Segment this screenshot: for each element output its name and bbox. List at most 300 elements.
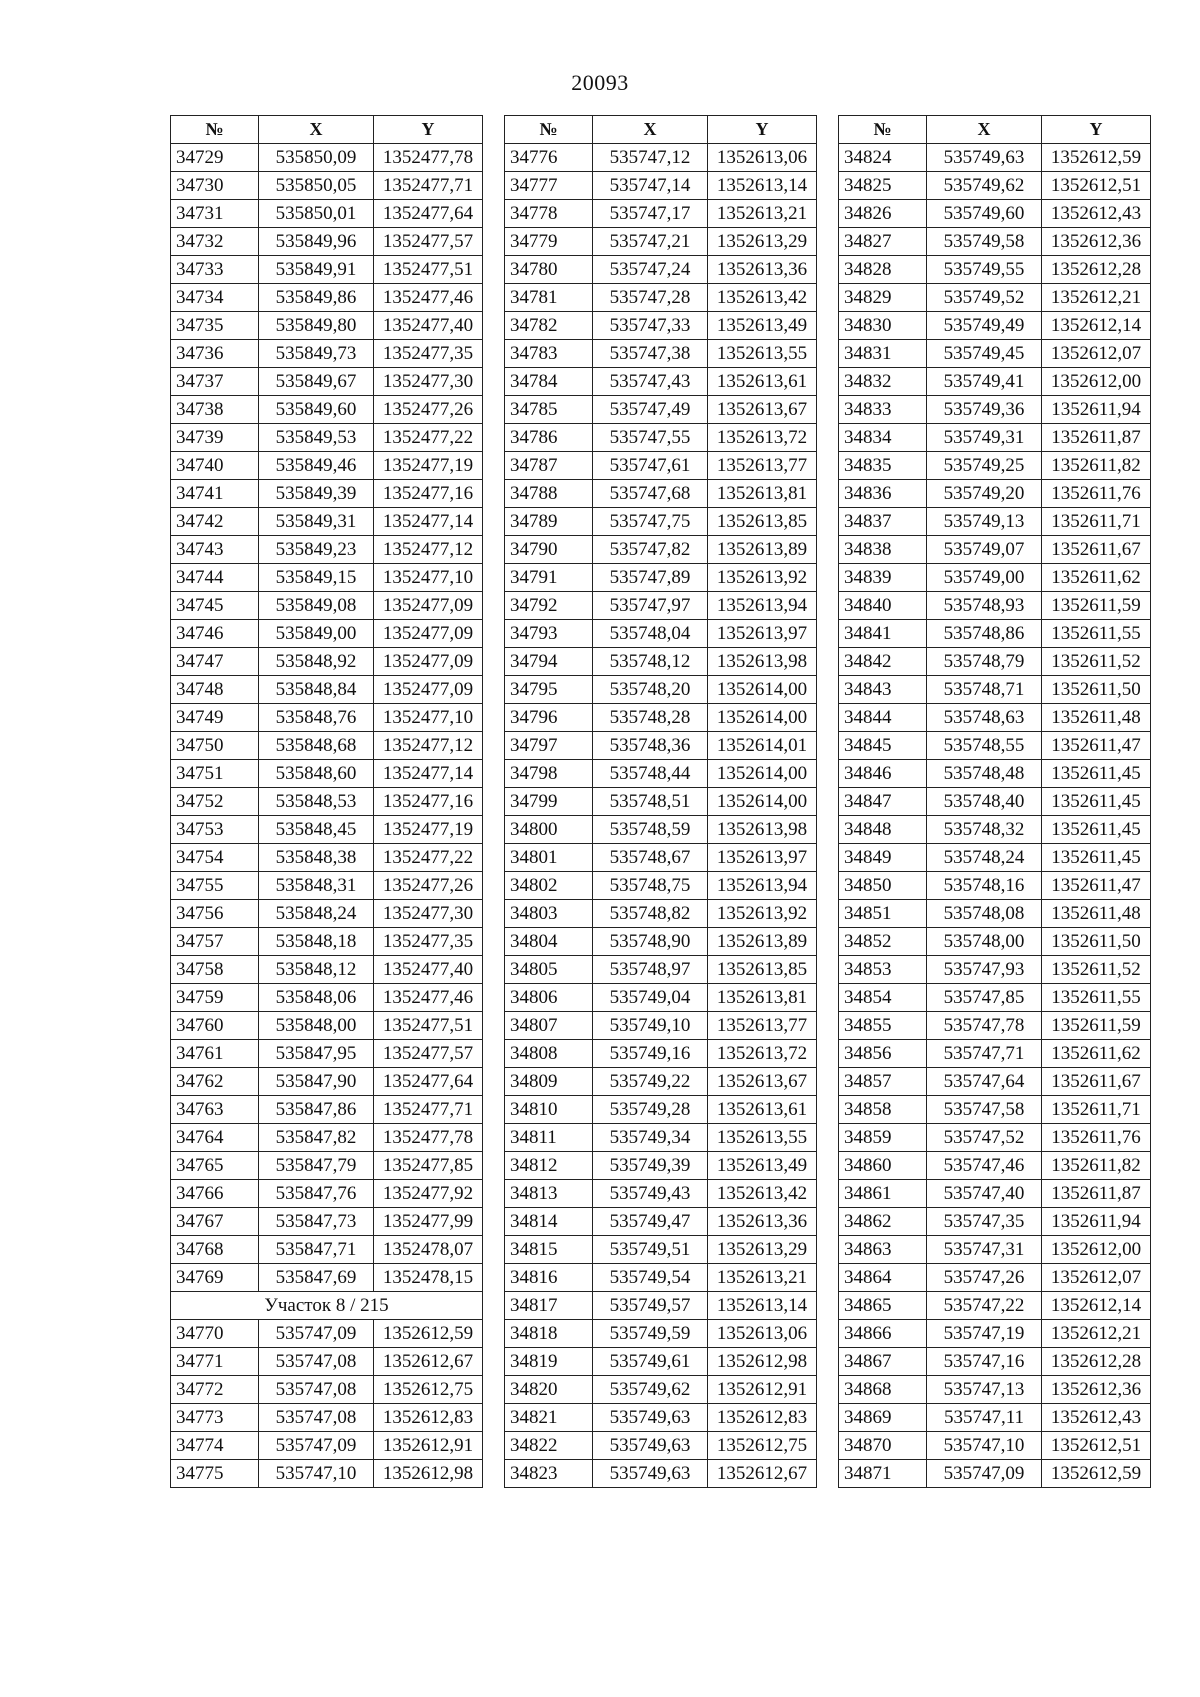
- y-coordinate: 1352613,49: [708, 1152, 817, 1180]
- table-row: [505, 1236, 817, 1264]
- table-row: [171, 648, 483, 676]
- y-coordinate: 1352477,09: [374, 648, 483, 676]
- x-coordinate: 535749,58: [927, 228, 1042, 256]
- table-row: [505, 284, 817, 312]
- y-coordinate: 1352613,29: [708, 228, 817, 256]
- y-coordinate: 1352611,59: [1042, 592, 1151, 620]
- x-coordinate: 535747,55: [593, 424, 708, 452]
- table-row: [171, 676, 483, 704]
- point-number: 34789: [505, 508, 593, 536]
- y-coordinate: 1352611,62: [1042, 1040, 1151, 1068]
- table-row: [839, 1376, 1151, 1404]
- table-row: [839, 620, 1151, 648]
- x-coordinate: 535849,31: [259, 508, 374, 536]
- point-number: 34771: [171, 1348, 259, 1376]
- point-number: 34808: [505, 1040, 593, 1068]
- point-number: 34794: [505, 648, 593, 676]
- y-coordinate: 1352612,83: [708, 1404, 817, 1432]
- y-coordinate: 1352611,48: [1042, 900, 1151, 928]
- x-coordinate: 535849,15: [259, 564, 374, 592]
- table-row: [839, 1152, 1151, 1180]
- table-row: [839, 1264, 1151, 1292]
- x-coordinate: 535849,46: [259, 452, 374, 480]
- y-coordinate: 1352477,64: [374, 1068, 483, 1096]
- point-number: 34733: [171, 256, 259, 284]
- column-header-x: X: [927, 116, 1042, 144]
- point-number: 34780: [505, 256, 593, 284]
- y-coordinate: 1352477,14: [374, 508, 483, 536]
- point-number: 34746: [171, 620, 259, 648]
- table-row: [171, 1404, 483, 1432]
- point-number: 34817: [505, 1292, 593, 1320]
- table-row: [171, 1152, 483, 1180]
- table-row: [505, 256, 817, 284]
- x-coordinate: 535749,00: [927, 564, 1042, 592]
- x-coordinate: 535748,55: [927, 732, 1042, 760]
- point-number: 34797: [505, 732, 593, 760]
- table-row: [505, 1404, 817, 1432]
- table-row: [171, 900, 483, 928]
- y-coordinate: 1352614,00: [708, 704, 817, 732]
- point-number: 34784: [505, 368, 593, 396]
- x-coordinate: 535748,36: [593, 732, 708, 760]
- y-coordinate: 1352612,59: [1042, 1460, 1151, 1488]
- point-number: 34823: [505, 1460, 593, 1488]
- x-coordinate: 535747,40: [927, 1180, 1042, 1208]
- point-number: 34750: [171, 732, 259, 760]
- y-coordinate: 1352613,97: [708, 620, 817, 648]
- table-row: [505, 564, 817, 592]
- y-coordinate: 1352612,67: [374, 1348, 483, 1376]
- point-number: 34762: [171, 1068, 259, 1096]
- y-coordinate: 1352477,46: [374, 984, 483, 1012]
- point-number: 34798: [505, 760, 593, 788]
- y-coordinate: 1352612,36: [1042, 228, 1151, 256]
- y-coordinate: 1352611,62: [1042, 564, 1151, 592]
- x-coordinate: 535749,59: [593, 1320, 708, 1348]
- table-row: [171, 256, 483, 284]
- point-number: 34869: [839, 1404, 927, 1432]
- table-row: [839, 172, 1151, 200]
- point-number: 34791: [505, 564, 593, 592]
- table-row: [839, 900, 1151, 928]
- table-row: [839, 788, 1151, 816]
- point-number: 34756: [171, 900, 259, 928]
- x-coordinate: 535747,08: [259, 1404, 374, 1432]
- point-number: 34768: [171, 1236, 259, 1264]
- x-coordinate: 535747,13: [927, 1376, 1042, 1404]
- y-coordinate: 1352613,92: [708, 900, 817, 928]
- point-number: 34731: [171, 200, 259, 228]
- y-coordinate: 1352613,94: [708, 872, 817, 900]
- table-row: [505, 1208, 817, 1236]
- coordinate-table: [504, 115, 817, 1488]
- y-coordinate: 1352613,77: [708, 452, 817, 480]
- point-number: 34831: [839, 340, 927, 368]
- table-row: [505, 340, 817, 368]
- table-row: [171, 1432, 483, 1460]
- table-row: [505, 648, 817, 676]
- point-number: 34812: [505, 1152, 593, 1180]
- y-coordinate: 1352477,16: [374, 480, 483, 508]
- table-row: [839, 648, 1151, 676]
- point-number: 34833: [839, 396, 927, 424]
- point-number: 34769: [171, 1264, 259, 1292]
- point-number: 34778: [505, 200, 593, 228]
- table-row: [505, 1068, 817, 1096]
- y-coordinate: 1352477,92: [374, 1180, 483, 1208]
- x-coordinate: 535749,25: [927, 452, 1042, 480]
- x-coordinate: 535747,64: [927, 1068, 1042, 1096]
- x-coordinate: 535848,12: [259, 956, 374, 984]
- table-row: [171, 1040, 483, 1068]
- point-number: 34813: [505, 1180, 593, 1208]
- point-number: 34851: [839, 900, 927, 928]
- y-coordinate: 1352613,61: [708, 368, 817, 396]
- y-coordinate: 1352611,76: [1042, 480, 1151, 508]
- x-coordinate: 535749,16: [593, 1040, 708, 1068]
- table-row: [839, 1096, 1151, 1124]
- x-coordinate: 535747,09: [259, 1432, 374, 1460]
- x-coordinate: 535748,40: [927, 788, 1042, 816]
- point-number: 34819: [505, 1348, 593, 1376]
- point-number: 34764: [171, 1124, 259, 1152]
- point-number: 34732: [171, 228, 259, 256]
- table-row: [505, 228, 817, 256]
- table-row: [839, 984, 1151, 1012]
- y-coordinate: 1352613,36: [708, 1208, 817, 1236]
- y-coordinate: 1352477,99: [374, 1208, 483, 1236]
- point-number: 34800: [505, 816, 593, 844]
- point-number: 34842: [839, 648, 927, 676]
- y-coordinate: 1352612,28: [1042, 1348, 1151, 1376]
- point-number: 34827: [839, 228, 927, 256]
- point-number: 34754: [171, 844, 259, 872]
- x-coordinate: 535849,08: [259, 592, 374, 620]
- point-number: 34738: [171, 396, 259, 424]
- table-row: [839, 564, 1151, 592]
- point-number: 34759: [171, 984, 259, 1012]
- x-coordinate: 535748,24: [927, 844, 1042, 872]
- x-coordinate: 535749,63: [593, 1460, 708, 1488]
- x-coordinate: 535749,57: [593, 1292, 708, 1320]
- y-coordinate: 1352611,82: [1042, 1152, 1151, 1180]
- x-coordinate: 535749,55: [927, 256, 1042, 284]
- x-coordinate: 535749,07: [927, 536, 1042, 564]
- y-coordinate: 1352477,57: [374, 1040, 483, 1068]
- table-row: [839, 424, 1151, 452]
- point-number: 34807: [505, 1012, 593, 1040]
- point-number: 34818: [505, 1320, 593, 1348]
- table-row: [505, 732, 817, 760]
- table-row: [505, 1432, 817, 1460]
- x-coordinate: 535747,10: [259, 1460, 374, 1488]
- point-number: 34830: [839, 312, 927, 340]
- point-number: 34785: [505, 396, 593, 424]
- y-coordinate: 1352612,51: [1042, 172, 1151, 200]
- x-coordinate: 535748,08: [927, 900, 1042, 928]
- x-coordinate: 535847,90: [259, 1068, 374, 1096]
- point-number: 34826: [839, 200, 927, 228]
- y-coordinate: 1352477,10: [374, 564, 483, 592]
- x-coordinate: 535747,17: [593, 200, 708, 228]
- point-number: 34866: [839, 1320, 927, 1348]
- y-coordinate: 1352613,89: [708, 536, 817, 564]
- y-coordinate: 1352477,19: [374, 816, 483, 844]
- table-row: [171, 1208, 483, 1236]
- x-coordinate: 535749,51: [593, 1236, 708, 1264]
- table-row: [839, 340, 1151, 368]
- x-coordinate: 535848,45: [259, 816, 374, 844]
- point-number: 34822: [505, 1432, 593, 1460]
- x-coordinate: 535848,18: [259, 928, 374, 956]
- x-coordinate: 535747,52: [927, 1124, 1042, 1152]
- table-row: [171, 760, 483, 788]
- point-number: 34865: [839, 1292, 927, 1320]
- y-coordinate: 1352477,19: [374, 452, 483, 480]
- point-number: 34775: [171, 1460, 259, 1488]
- y-coordinate: 1352477,26: [374, 396, 483, 424]
- y-coordinate: 1352613,72: [708, 424, 817, 452]
- y-coordinate: 1352611,45: [1042, 788, 1151, 816]
- column-header-y: Y: [708, 116, 817, 144]
- table-row: [171, 200, 483, 228]
- point-number: 34777: [505, 172, 593, 200]
- x-coordinate: 535747,97: [593, 592, 708, 620]
- y-coordinate: 1352612,28: [1042, 256, 1151, 284]
- x-coordinate: 535848,31: [259, 872, 374, 900]
- section-label: Участок 8 / 215: [171, 1292, 483, 1320]
- table-row: [839, 256, 1151, 284]
- y-coordinate: 1352613,06: [708, 1320, 817, 1348]
- y-coordinate: 1352613,98: [708, 648, 817, 676]
- point-number: 34820: [505, 1376, 593, 1404]
- x-coordinate: 535849,86: [259, 284, 374, 312]
- point-number: 34742: [171, 508, 259, 536]
- point-number: 34744: [171, 564, 259, 592]
- table-row: [505, 1124, 817, 1152]
- y-coordinate: 1352612,98: [374, 1460, 483, 1488]
- x-coordinate: 535847,82: [259, 1124, 374, 1152]
- x-coordinate: 535747,89: [593, 564, 708, 592]
- point-number: 34805: [505, 956, 593, 984]
- y-coordinate: 1352612,00: [1042, 1236, 1151, 1264]
- table-row: [505, 396, 817, 424]
- y-coordinate: 1352477,30: [374, 900, 483, 928]
- point-number: 34783: [505, 340, 593, 368]
- table-row: [505, 480, 817, 508]
- y-coordinate: 1352477,26: [374, 872, 483, 900]
- table-row: [171, 1012, 483, 1040]
- table-row: [171, 284, 483, 312]
- table-row: [171, 172, 483, 200]
- x-coordinate: 535749,47: [593, 1208, 708, 1236]
- x-coordinate: 535748,90: [593, 928, 708, 956]
- x-coordinate: 535849,23: [259, 536, 374, 564]
- x-coordinate: 535747,22: [927, 1292, 1042, 1320]
- y-coordinate: 1352478,07: [374, 1236, 483, 1264]
- y-coordinate: 1352611,67: [1042, 536, 1151, 564]
- point-number: 34779: [505, 228, 593, 256]
- table-row: [171, 872, 483, 900]
- x-coordinate: 535850,01: [259, 200, 374, 228]
- table-row: [839, 508, 1151, 536]
- table-row: [505, 1152, 817, 1180]
- point-number: 34782: [505, 312, 593, 340]
- table-row: [505, 1348, 817, 1376]
- table-row: [505, 1320, 817, 1348]
- x-coordinate: 535748,04: [593, 620, 708, 648]
- point-number: 34868: [839, 1376, 927, 1404]
- point-number: 34787: [505, 452, 593, 480]
- x-coordinate: 535749,63: [593, 1404, 708, 1432]
- y-coordinate: 1352613,94: [708, 592, 817, 620]
- y-coordinate: 1352611,87: [1042, 1180, 1151, 1208]
- table-row: [171, 480, 483, 508]
- y-coordinate: 1352477,12: [374, 536, 483, 564]
- point-number: 34802: [505, 872, 593, 900]
- x-coordinate: 535748,86: [927, 620, 1042, 648]
- table-row: [171, 788, 483, 816]
- point-number: 34825: [839, 172, 927, 200]
- table-row: [505, 620, 817, 648]
- x-coordinate: 535748,93: [927, 592, 1042, 620]
- y-coordinate: 1352478,15: [374, 1264, 483, 1292]
- x-coordinate: 535747,24: [593, 256, 708, 284]
- y-coordinate: 1352614,00: [708, 676, 817, 704]
- y-coordinate: 1352611,52: [1042, 648, 1151, 676]
- y-coordinate: 1352612,75: [708, 1432, 817, 1460]
- point-number: 34753: [171, 816, 259, 844]
- y-coordinate: 1352477,71: [374, 1096, 483, 1124]
- point-number: 34840: [839, 592, 927, 620]
- point-number: 34811: [505, 1124, 593, 1152]
- y-coordinate: 1352613,67: [708, 1068, 817, 1096]
- point-number: 34863: [839, 1236, 927, 1264]
- point-number: 34795: [505, 676, 593, 704]
- y-coordinate: 1352477,22: [374, 424, 483, 452]
- y-coordinate: 1352614,01: [708, 732, 817, 760]
- table-row: [839, 536, 1151, 564]
- table-row: [839, 144, 1151, 172]
- point-number: 34767: [171, 1208, 259, 1236]
- y-coordinate: 1352612,07: [1042, 340, 1151, 368]
- x-coordinate: 535748,67: [593, 844, 708, 872]
- x-coordinate: 535749,31: [927, 424, 1042, 452]
- table-row: [171, 536, 483, 564]
- table-row: [839, 200, 1151, 228]
- y-coordinate: 1352611,47: [1042, 732, 1151, 760]
- y-coordinate: 1352613,14: [708, 1292, 817, 1320]
- x-coordinate: 535848,84: [259, 676, 374, 704]
- x-coordinate: 535747,08: [259, 1376, 374, 1404]
- x-coordinate: 535849,91: [259, 256, 374, 284]
- table-row: [839, 1124, 1151, 1152]
- table-row: [839, 956, 1151, 984]
- y-coordinate: 1352612,36: [1042, 1376, 1151, 1404]
- x-coordinate: 535848,00: [259, 1012, 374, 1040]
- x-coordinate: 535747,12: [593, 144, 708, 172]
- y-coordinate: 1352477,22: [374, 844, 483, 872]
- table-row: [505, 1096, 817, 1124]
- column-header-number: №: [839, 116, 927, 144]
- point-number: 34867: [839, 1348, 927, 1376]
- table-row: [839, 816, 1151, 844]
- point-number: 34745: [171, 592, 259, 620]
- table-row: [839, 1068, 1151, 1096]
- point-number: 34743: [171, 536, 259, 564]
- point-number: 34758: [171, 956, 259, 984]
- table-row: [171, 452, 483, 480]
- y-coordinate: 1352477,16: [374, 788, 483, 816]
- point-number: 34816: [505, 1264, 593, 1292]
- table-row: [839, 732, 1151, 760]
- x-coordinate: 535847,86: [259, 1096, 374, 1124]
- x-coordinate: 535749,36: [927, 396, 1042, 424]
- point-number: 34837: [839, 508, 927, 536]
- y-coordinate: 1352611,71: [1042, 1096, 1151, 1124]
- x-coordinate: 535848,92: [259, 648, 374, 676]
- table-row: [171, 1264, 483, 1292]
- x-coordinate: 535749,04: [593, 984, 708, 1012]
- table-row: [171, 620, 483, 648]
- table-row: [505, 676, 817, 704]
- point-number: 34849: [839, 844, 927, 872]
- x-coordinate: 535749,62: [927, 172, 1042, 200]
- y-coordinate: 1352613,67: [708, 396, 817, 424]
- table-row: [505, 452, 817, 480]
- point-number: 34748: [171, 676, 259, 704]
- y-coordinate: 1352477,09: [374, 620, 483, 648]
- point-number: 34857: [839, 1068, 927, 1096]
- x-coordinate: 535748,51: [593, 788, 708, 816]
- point-number: 34752: [171, 788, 259, 816]
- table-row: [171, 312, 483, 340]
- y-coordinate: 1352612,91: [708, 1376, 817, 1404]
- table-row: [505, 1180, 817, 1208]
- x-coordinate: 535747,93: [927, 956, 1042, 984]
- y-coordinate: 1352613,92: [708, 564, 817, 592]
- y-coordinate: 1352611,76: [1042, 1124, 1151, 1152]
- y-coordinate: 1352477,14: [374, 760, 483, 788]
- x-coordinate: 535748,20: [593, 676, 708, 704]
- x-coordinate: 535749,10: [593, 1012, 708, 1040]
- table-row: [839, 1320, 1151, 1348]
- table-row: [171, 1348, 483, 1376]
- x-coordinate: 535747,35: [927, 1208, 1042, 1236]
- point-number: 34809: [505, 1068, 593, 1096]
- table-row: [839, 592, 1151, 620]
- table-row: [839, 760, 1151, 788]
- table-row: [839, 368, 1151, 396]
- point-number: 34747: [171, 648, 259, 676]
- x-coordinate: 535749,28: [593, 1096, 708, 1124]
- table-row: [505, 928, 817, 956]
- x-coordinate: 535849,39: [259, 480, 374, 508]
- table-row: [505, 1376, 817, 1404]
- point-number: 34801: [505, 844, 593, 872]
- x-coordinate: 535749,61: [593, 1348, 708, 1376]
- table-row: [505, 312, 817, 340]
- x-coordinate: 535747,43: [593, 368, 708, 396]
- x-coordinate: 535747,82: [593, 536, 708, 564]
- x-coordinate: 535747,46: [927, 1152, 1042, 1180]
- table-row: [839, 1208, 1151, 1236]
- y-coordinate: 1352613,97: [708, 844, 817, 872]
- column-header-number: №: [171, 116, 259, 144]
- x-coordinate: 535747,14: [593, 172, 708, 200]
- y-coordinate: 1352611,50: [1042, 928, 1151, 956]
